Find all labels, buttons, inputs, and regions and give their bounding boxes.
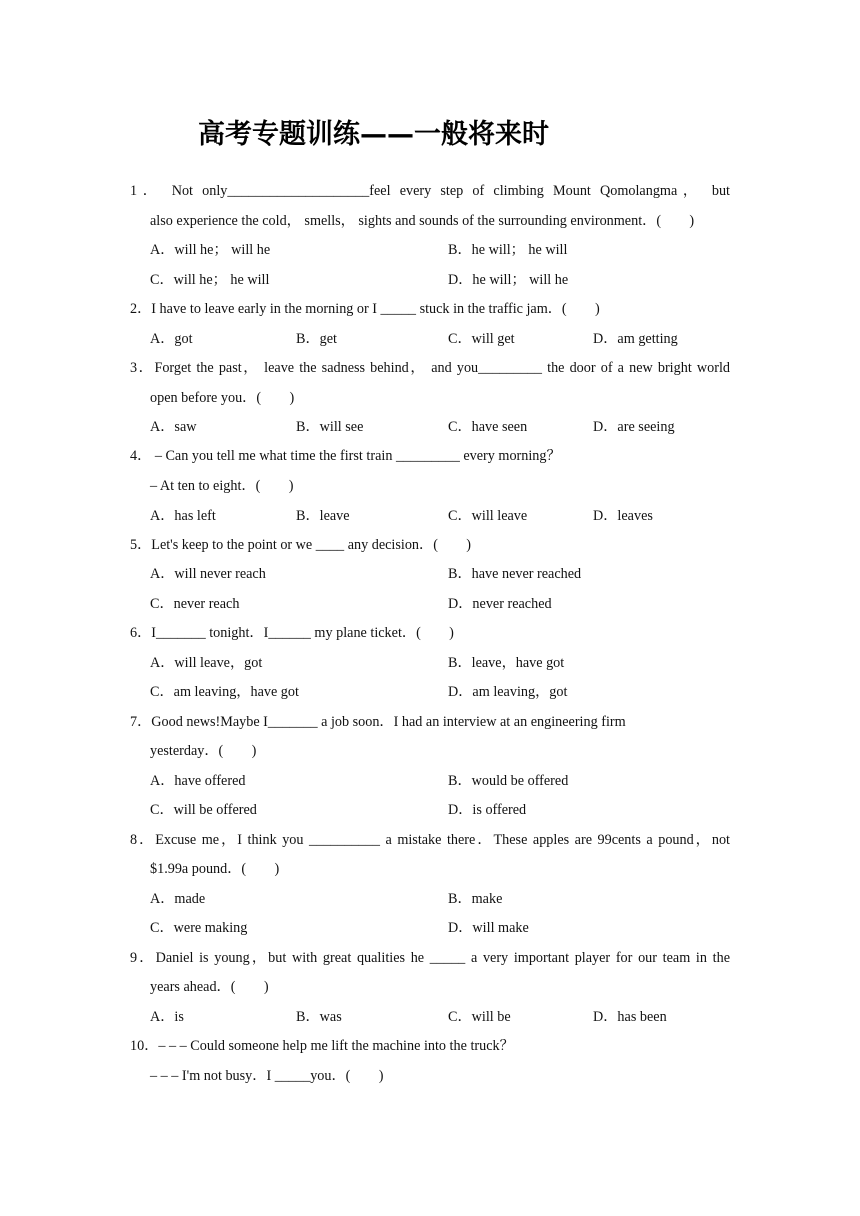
question-8-option-a[interactable]: A．made (150, 891, 206, 907)
question-5-option-b[interactable]: B．have never reached (448, 566, 582, 582)
question-9-option-b[interactable]: B．was (296, 1009, 342, 1025)
question-3-option-a[interactable]: A．saw (150, 419, 197, 435)
question-7-line-2: yesterday．( ) (150, 743, 257, 759)
question-5-option-c[interactable]: C．never reach (150, 596, 240, 612)
question-9-line-1: 9．Daniel is young，but with great qualities he _____ a very important player for our team in the (130, 950, 730, 966)
question-2-option-b[interactable]: B．get (296, 331, 337, 347)
question-3-line-1: 3．Forget the past， leave the sadness behind， and you_________ the door of a new bright world (130, 360, 730, 376)
question-8-option-d[interactable]: D．will make (448, 920, 529, 936)
question-8-option-c[interactable]: C．were making (150, 920, 248, 936)
question-3-line-2: open before you．( ) (150, 390, 295, 406)
question-2-option-c[interactable]: C．will get (448, 331, 515, 347)
question-6-line-1: 6．I_______ tonight．I______ my plane ticket．( ) (130, 625, 454, 641)
question-7-option-d[interactable]: D．is offered (448, 802, 527, 818)
question-5-line-1: 5．Let's keep to the point or we ____ any decision．( ) (130, 537, 472, 553)
question-10-line-1: 10．– – – Could someone help me lift the machine into the truck？ (130, 1038, 514, 1054)
question-9-line-2: years ahead．( ) (150, 979, 269, 995)
question-1-option-b[interactable]: B．he will； he will (448, 242, 568, 258)
question-4-option-d[interactable]: D．leaves (593, 508, 653, 524)
question-2-line-1: 2．I have to leave early in the morning or I _____ stuck in the traffic jam．( ) (130, 301, 600, 317)
question-9-option-c[interactable]: C．will be (448, 1009, 511, 1025)
question-9-option-d[interactable]: D．has been (593, 1009, 667, 1025)
question-1-option-a[interactable]: A．will he； will he (150, 242, 271, 258)
question-4-line-1: 4． – Can you tell me what time the first train _________ every morning？ (130, 448, 561, 464)
page-title: 高考专题训练——一般将来时 (198, 119, 549, 150)
question-7-option-a[interactable]: A．have offered (150, 773, 246, 789)
question-3-option-c[interactable]: C．have seen (448, 419, 528, 435)
question-6-option-b[interactable]: B．leave，have got (448, 655, 565, 671)
question-2-option-a[interactable]: A．got (150, 331, 193, 347)
question-4-option-a[interactable]: A．has left (150, 508, 216, 524)
question-1-option-c[interactable]: C．will he； he will (150, 272, 270, 288)
question-8-line-1: 8．Excuse me，I think you __________ a mistake there．These apples are 99cents a pound，not (130, 832, 730, 848)
question-3-option-b[interactable]: B．will see (296, 419, 364, 435)
question-4-option-c[interactable]: C．will leave (448, 508, 528, 524)
question-1-line-1: 1． Not only____________________feel every step of climbing Mount Qomolangma， but (130, 183, 730, 199)
question-2-option-d[interactable]: D．am getting (593, 331, 678, 347)
question-9-option-a[interactable]: A．is (150, 1009, 184, 1025)
question-1-option-d[interactable]: D．he will； will he (448, 272, 569, 288)
question-5-option-d[interactable]: D．never reached (448, 596, 552, 612)
question-8-option-b[interactable]: B．make (448, 891, 503, 907)
question-4-line-2: – At ten to eight．( ) (150, 478, 294, 494)
question-5-option-a[interactable]: A．will never reach (150, 566, 266, 582)
question-7-option-b[interactable]: B．would be offered (448, 773, 569, 789)
question-7-option-c[interactable]: C．will be offered (150, 802, 257, 818)
question-10-line-2: – – – I'm not busy．I _____you．( ) (150, 1068, 384, 1084)
question-8-line-2: $1.99a pound．( ) (150, 861, 280, 877)
question-7-line-1: 7．Good news!Maybe I_______ a job soon．I had an interview at an engineering firm (130, 714, 626, 730)
question-6-option-c[interactable]: C．am leaving，have got (150, 684, 299, 700)
question-6-option-d[interactable]: D．am leaving，got (448, 684, 568, 700)
question-3-option-d[interactable]: D．are seeing (593, 419, 675, 435)
question-1-line-2: also experience the cold， smells， sights and sounds of the surrounding environment．( ) (150, 213, 695, 229)
question-4-option-b[interactable]: B．leave (296, 508, 350, 524)
question-6-option-a[interactable]: A．will leave，got (150, 655, 263, 671)
